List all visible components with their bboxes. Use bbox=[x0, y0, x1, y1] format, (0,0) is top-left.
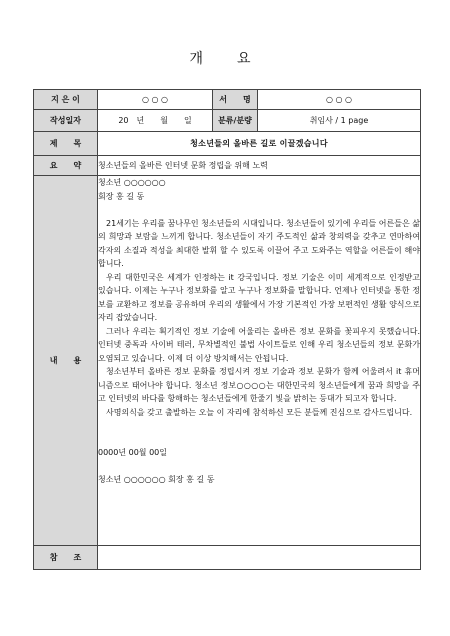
org-line: 청소년 ○○○○○○ bbox=[98, 178, 166, 187]
page-title: 개 요 bbox=[189, 51, 261, 67]
subject-value: 청소년들의 올바른 길로 이끌겠습니다 bbox=[98, 132, 421, 156]
category-value: 취임사 / 1 page bbox=[258, 110, 421, 132]
paragraph: 우리 대한민국은 세계가 인정하는 it 강국입니다. 정보 기술은 이미 세계적으로 인정받고 있습니다. 이제는 누구나 정보화를 알고 누구나 정보화를 말합니다. 언제나 인터넷을 통한 정보를 교환하고 정보를 공유하며 우리의 생활에서 가장 기본적인 가장 보편적인 생활 양식으로 자리 잡았습니다. bbox=[98, 272, 420, 322]
chair-line: 회장 홍 길 동 bbox=[98, 191, 145, 201]
closing-line: 청소년 ○○○○○○ 회장 홍 길 동 bbox=[98, 475, 215, 484]
subject-row bbox=[34, 132, 421, 156]
paragraph: 21세기는 우리를 꿈나무인 청소년들의 시대입니다. 청소년들이 있기에 우리들 어른들은 삶의 희망과 보람을 느끼게 합니다. 청소년들이 자기 주도적인 삶과 창의력을 갖추고 연마하여 각자의 소질과 적성을 최대한 발휘 할 수 있도록 이끌어 주고 도와주는 역할을 어른들이 해야 합니다. bbox=[98, 218, 420, 268]
content-label: 내 용 bbox=[34, 176, 98, 546]
author-label: 지 은 이 bbox=[34, 90, 98, 110]
reference-value bbox=[98, 546, 421, 570]
summary-label: 요 약 bbox=[34, 156, 98, 176]
paragraph: 그러나 우리는 획기적인 정보 기술에 어울리는 올바른 정보 문화를 꽃피우지 못했습니다. 인터넷 중독과 사이버 테러, 무차별적인 불법 사이트들로 인해 우리 청소년들의 정보 문화가 오염되고 있습니다. 이제 더 이상 방치해서는 안됩니다. bbox=[98, 326, 420, 363]
summary-row bbox=[34, 156, 421, 176]
content-body bbox=[98, 176, 421, 546]
overview-form bbox=[33, 89, 421, 570]
reference-row bbox=[34, 546, 421, 570]
signature-label: 서 명 bbox=[213, 90, 258, 110]
signature-value: ○ ○ ○ bbox=[258, 90, 421, 110]
date-line: 0000년 00월 00일 bbox=[98, 448, 167, 457]
paragraph: 사명의식을 갖고 출발하는 오늘 이 자리에 참석하신 모든 분들께 진심으로 감사드립니다. bbox=[106, 407, 413, 417]
date-label: 작성일자 bbox=[34, 110, 98, 132]
category-label: 분류/분량 bbox=[213, 110, 258, 132]
content-row bbox=[34, 176, 421, 546]
subject-label: 제 목 bbox=[34, 132, 98, 156]
summary-value: 청소년들의 올바른 인터넷 문화 정립을 위해 노력 bbox=[98, 156, 421, 176]
date-value: 20 년 월 일 bbox=[98, 110, 213, 132]
paragraph: 청소년부터 올바른 정보 문화를 정립시켜 정보 기술과 정보 문화가 함께 어울려서 it 휴머니즘으로 태어나야 합니다. 청소년 정보○○○○는 대한민국의 청소년들에게 꿈과 희망을 주고 인터넷의 바다를 항해하는 청소년들에게 한줄기 빛을 밝히는 등대가 되고자 합니다. bbox=[98, 367, 420, 403]
author-row bbox=[34, 90, 421, 110]
date-row bbox=[34, 110, 421, 132]
reference-label: 참 조 bbox=[34, 546, 98, 570]
author-value: ○ ○ ○ bbox=[98, 90, 213, 110]
